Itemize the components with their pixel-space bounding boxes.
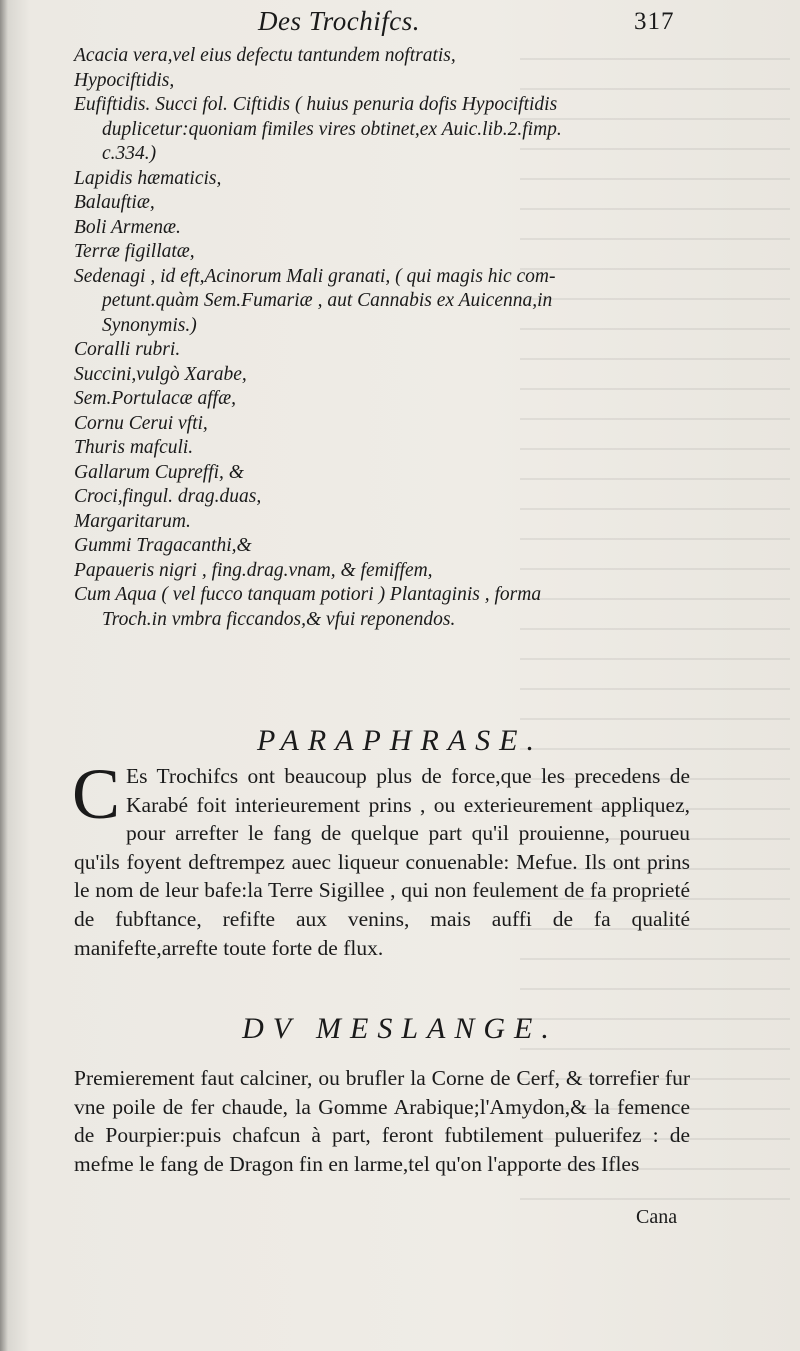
recipe-line: Sem.Portulacæ affæ, [74, 388, 236, 409]
recipe-line: Terræ figillatæ, [74, 241, 195, 262]
paraphrase-heading: PARAPHRASE. [257, 724, 543, 757]
recipe-line: Acacia vera,vel eius defectu tantundem noftratis, [74, 45, 456, 66]
meslange-text: Premierement faut calciner, ou brufler la Corne de Cerf, & torrefier fur vne poile de fer chaude, la Gomme Arabique;l'Amydon,& la femence de Pourpier:puis chafcun à part, feront fubtilement puluerifez : de mefme le fang de Dragon fin en larme,tel qu'on l'apporte des Ifles [74, 1066, 690, 1176]
meslange-paragraph [74, 1064, 690, 1178]
recipe-line: Eufiftidis. Succi fol. Ciftidis ( huius penuria dofis Hypociftidis [74, 94, 558, 115]
recipe-line: duplicetur:quoniam fimiles vires obtinet,ex Auic.lib.2.fimp. [102, 118, 562, 140]
recipe-line: Sedenagi , id eft,Acinorum Mali granati, ( qui magis hic com- [74, 265, 556, 287]
meslange-heading: DV MESLANGE. [242, 1012, 558, 1045]
recipe-line: Hypociftidis, [74, 69, 175, 91]
recipe-line: Thuris mafculi. [74, 437, 194, 458]
recipe-line: petunt.quàm Sem.Fumariæ , aut Cannabis ex Auicenna,in [102, 290, 553, 311]
running-head: Des Trochifcs. [258, 6, 420, 36]
catchword: Cana [636, 1206, 678, 1228]
recipe-line: Lapidis hæmaticis, [74, 167, 222, 189]
recipe-line: Balauftiæ, [74, 192, 155, 213]
recipe-line: Synonymis.) [102, 314, 197, 336]
recipe-line: Cornu Cerui vfti, [74, 412, 208, 434]
recipe-ingredient-list [74, 44, 714, 632]
page-number: 317 [634, 8, 675, 35]
paraphrase-paragraph [72, 754, 690, 962]
recipe-line: Margaritarum. [74, 510, 191, 532]
recipe-line: c.334.) [102, 143, 157, 164]
drop-cap-letter: C [72, 754, 121, 834]
recipe-line: Boli Armenæ. [74, 216, 181, 238]
recipe-line: Troch.in vmbra ficcandos,& vfui reponendos. [102, 608, 456, 630]
paraphrase-text: Es Trochifcs ont beaucoup plus de force,que les precedens de Karabé foit interieurement prins , ou exterieurement appliquez, pour arrefter le fang de quelque part qu'il prouienne, pourueu qu'ils foyent deftrempez auec liqueur conuenable: Mefue. Ils ont prins le nom de leur bafe:la Terre Sigillee , qui non feulement de fa proprieté de fubftance, refifte aux venins, mais auffi de fa qualité manifefte,arrefte toute forte de flux. [74, 764, 690, 960]
recipe-line: Coralli rubri. [74, 339, 181, 360]
recipe-line: Succini,vulgò Xarabe, [74, 363, 247, 385]
recipe-line: Papaueris nigri , fing.drag.vnam, & femiffem, [74, 559, 433, 581]
recipe-line: Gummi Tragacanthi,& [74, 535, 252, 556]
recipe-line: Gallarum Cupreffi, & [74, 461, 244, 483]
page-header [0, 4, 800, 42]
recipe-line: Cum Aqua ( vel fucco tanquam potiori ) Plantaginis , forma [74, 584, 542, 605]
recipe-line: Croci,fingul. drag.duas, [74, 486, 262, 507]
